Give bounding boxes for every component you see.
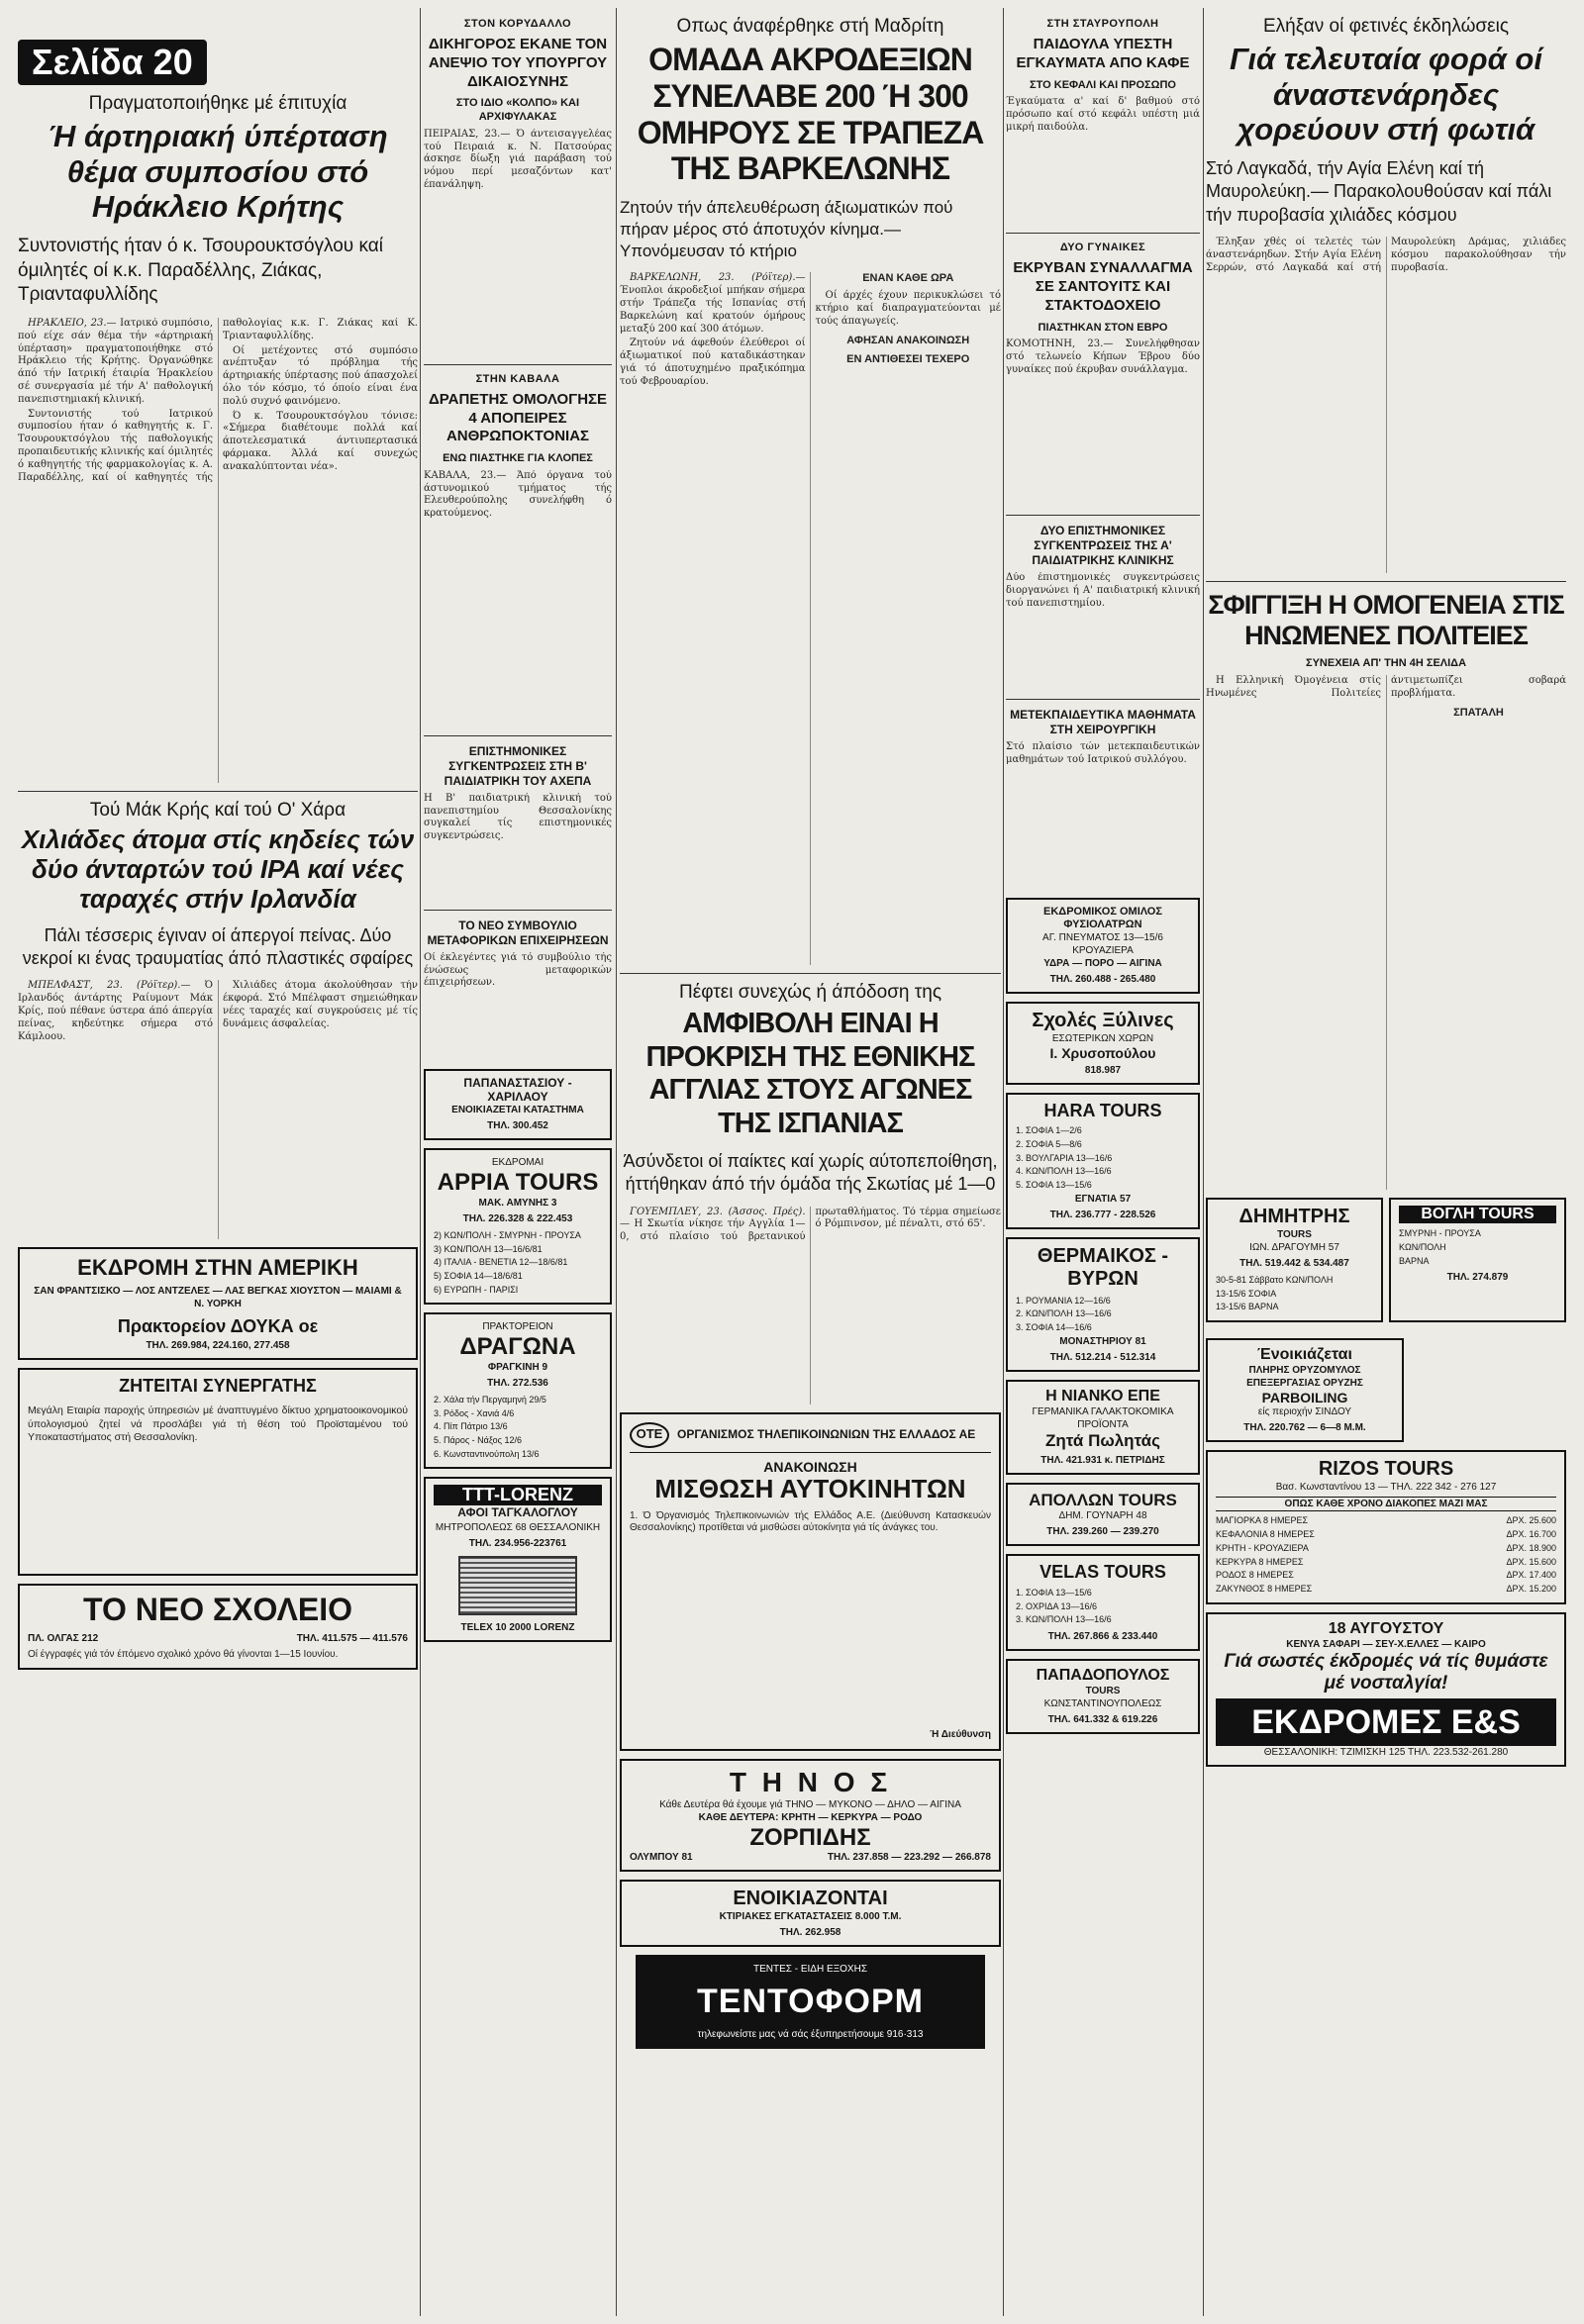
ad-title: APPIA TOURS: [437, 1169, 599, 1197]
ad-text: ΟΠΩΣ ΚΑΘΕ ΧΡΟΝΟ ΔΙΑΚΟΠΕΣ ΜΑΖΙ ΜΑΣ: [1216, 1497, 1556, 1511]
ad-title: RIZOS TOURS: [1318, 1458, 1454, 1481]
ad-appia-tours: [424, 1148, 612, 1305]
ad-subtitle: TOURS: [1085, 1686, 1121, 1697]
ad-phone: ΤΗΛ. 223.532-261.280: [1408, 1746, 1509, 1758]
ad-title: ΑΠΟΛΛΩΝ TOURS: [1029, 1490, 1177, 1509]
article-body: ΚΟΜΟΤΗΝΗ, 23.— Συνελήφθησαν στό τελωνείο Κήπων Έβρου δύο γυναίκες πού έκρυβαν συνάλλαγμα.: [1006, 339, 1200, 375]
ad-agency: ΖΟΡΠΙΔΗΣ: [749, 1823, 871, 1851]
ad-list: [1216, 1274, 1373, 1314]
article-kicker: ΣΤΗΝ ΚΑΒΑΛΑ: [475, 372, 560, 385]
article-headline: ΕΚΡΥΒΑΝ ΣΥΝΑΛΛΑΓΜΑ ΣΕ ΣΑΝΤΟΥΙΤΣ ΚΑΙ ΣΤΑΚΤΟΔΟΧΕΙΟ: [1013, 259, 1193, 314]
article-headline: ΕΠΙΣΤΗΜΟΝΙΚΕΣ ΣΥΓΚΕΝΤΡΩΣΕΙΣ ΣΤΗ Β' ΠΑΙΔΙΑΤΡΙΚΗ ΤΟΥ ΑΧΕΠΑ: [444, 743, 592, 788]
ad-list: [434, 1229, 602, 1297]
list-item: 4) ΙΤΑΛΙΑ - ΒΕΝΕΤΙΑ 12—18/6/81: [434, 1257, 568, 1268]
list-item: 2. Χάλα τήν Περγαμηνή 29/5: [434, 1394, 546, 1404]
article-subhead: ΕΝ ΑΝΤΙΘΕΣΕΙ ΤΕΧΕΡΟ: [846, 353, 970, 366]
column-rule: [616, 8, 617, 2316]
article-subhead: ΑΦΗΣΑΝ ΑΝΑΚΟΙΝΩΣΗ: [846, 334, 970, 346]
ad-text: 1. Ό Όργανισμός Τηλεπικοινωνιών τής Ελλάδος Α.Ε. (Διεύθυνση Κατασκευών Θεσσαλονίκης) προτίθεται νά μισθώσει αύτοκίνητα γιά τίς άνάγκες του.: [630, 1509, 991, 1534]
price-row: ΚΕΦΑΛΟΝΙΑ 8 ΗΜΕΡΕΣ ΔΡΧ. 16.700: [1216, 1529, 1556, 1540]
article-subhead: ΣΤΟ ΚΕΦΑΛΙ ΚΑΙ ΠΡΟΣΩΠΟ: [1030, 78, 1176, 91]
ad-title: ΔΡΑΓΩΝΑ: [459, 1333, 576, 1361]
list-item: 6) ΕΥΡΩΠΗ - ΠΑΡΙΣΙ: [434, 1284, 519, 1295]
list-item: 3. ΒΟΥΛΓΑΡΙΑ 13—16/6: [1016, 1152, 1113, 1163]
ad-list: [1016, 1295, 1190, 1335]
ad-title: ΒΟΓΛΗ TOURS: [1399, 1206, 1556, 1223]
list-item: ΒΑΡΝΑ: [1399, 1255, 1430, 1266]
ad-title: ΤΟ ΝΕΟ ΣΧΟΛΕΙΟ: [82, 1592, 353, 1628]
ad-text: ΥΔΡΑ — ΠΟΡΟ — ΑΙΓΙΝΑ: [1043, 957, 1162, 969]
list-item: 1. ΣΟΦΙΑ 1—2/6: [1016, 1125, 1082, 1136]
ad-apollon-tours: [1006, 1483, 1200, 1547]
paragraph: Έληξαν χθές οί τελετές τών άναστενάρηδων. Στήν Αγία Ελένη Σερρών, στό Λαγκαδά καί στή Μαυρολεύκη Δράμας, χιλιάδες κόσμου παρακολούθησαν τήν πυροβασία.: [1206, 237, 1566, 273]
ad-vogli-tours: [1389, 1198, 1566, 1322]
price-row: ΚΡΗΤΗ - ΚΡΟΥΑΖΙΕΡΑ ΔΡΧ. 18.900: [1216, 1542, 1556, 1553]
ad-title: ΜΙΣΘΩΣΗ ΑΥΤΟΚΙΝΗΤΩΝ: [654, 1473, 966, 1503]
ad-ttt-lorenz: [424, 1477, 612, 1641]
column-rule: [1203, 8, 1204, 2316]
article-headline: ΔΥΟ ΕΠΙΣΤΗΜΟΝΙΚΕΣ ΣΥΓΚΕΝΤΡΩΣΕΙΣ ΤΗΣ Α' ΠΑΙΔΙΑΤΡΙΚΗΣ ΚΛΙΝΙΚΗΣ: [1032, 524, 1174, 568]
column-1: [18, 0, 418, 1678]
ad-address: ΠΛ. ΟΛΓΑΣ 212: [28, 1633, 99, 1645]
ad-title: ΘΕΡΜΑΙΚΟΣ - ΒΥΡΩΝ: [1037, 1244, 1169, 1290]
article-kicker: ΔΥΟ ΓΥΝΑΙΚΕΣ: [1059, 242, 1146, 254]
ad-phone: ΤΗΛ. 262.958: [779, 1927, 842, 1939]
article-deck: Ζητούν τήν άπελευθέρωση άξιωματικών πού πήραν μέρος στό άποτυχόν κίνημα.— Υπονόμευσαν τό κτήριο: [620, 198, 953, 261]
es-logo: ΕΚΔΡΟΜΕΣ E&S: [1216, 1698, 1556, 1746]
ad-text: Μεγάλη Εταιρία παροχής ύπηρεσιών μέ άναπτυγμένο δίκτυο χρηματοοικονομικού ύπολογισμού ζητεί νά προσλάβει γιά τή θέση τού Προϊσταμένου τού Υποκαταστήματος στή Θεσσαλονίκη.: [28, 1404, 408, 1443]
ad-address: ΔΗΜ. ΓΟΥΝΑΡΗ 48: [1058, 1510, 1147, 1522]
article-subhead: ΣΥΝΕΧΕΙΑ ΑΠ' ΤΗΝ 4Η ΣΕΛΙΔΑ: [1305, 657, 1467, 670]
ad-list: [434, 1394, 602, 1461]
list-item: 2. ΟΧΡΙΔΑ 13—16/6: [1016, 1600, 1098, 1611]
ad-america-trip: [18, 1247, 418, 1360]
article-kicker: Οπως άναφέρθηκε στή Μαδρίτη: [676, 16, 944, 37]
ad-brand: PARBOILING: [1261, 1390, 1348, 1406]
paragraph: Ζητούν νά άφεθούν έλεύθεροι οί άξιωματικοί πού καταδικάστηκαν γιά τό άποτυχημένο πραξικόπημα τού Φεβρουαρίου.: [620, 338, 806, 387]
ad-pretitle: ΤΕΝΤΕΣ - ΕΙΔΗ ΕΞΟΧΗΣ: [753, 1964, 867, 1976]
ad-tentoform: [636, 1955, 985, 2048]
ad-phone: ΤΗΛ. 512.214 - 512.314: [1049, 1351, 1156, 1363]
article-deck: Άσύνδετοι οί παίκτες καί χωρίς αύτοπεποίθηση, ήττήθηκαν άπό τήν όμάδα τής Σκωτίας μέ 1—0: [623, 1150, 998, 1195]
ad-text: ΕΣΩΤΕΡΙΚΩΝ ΧΩΡΩΝ: [1051, 1032, 1154, 1044]
ad-telex: TELEX 10 2000 LORENZ: [460, 1621, 575, 1633]
list-item: 3) ΚΩΝ/ΠΟΛΗ 13—16/6/81: [434, 1243, 543, 1254]
ad-title: ΠΑΠΑΝΑΣΤΑΣΙΟΥ - ΧΑΡΙΛΑΟΥ: [463, 1075, 572, 1104]
column-rule: [1003, 8, 1004, 2316]
list-item: 3. ΣΟΦΙΑ 14—16/6: [1016, 1322, 1092, 1333]
ad-ote-announcement: [620, 1412, 1001, 1751]
ad-organization: ΟΡΓΑΝΙΣΜΟΣ ΤΗΛΕΠΙΚΟΙΝΩΝΙΩΝ ΤΗΣ ΕΛΛΑΔΟΣ ΑΕ: [677, 1426, 976, 1441]
ad-rice-mill: [1206, 1338, 1404, 1442]
list-item: 5. Πάρος - Νάξος 12/6: [434, 1435, 523, 1446]
list-item: 4. ΚΩΝ/ΠΟΛΗ 13—16/6: [1016, 1166, 1112, 1177]
price-row: ΡΟΔΟΣ 8 ΗΜΕΡΕΣ ΔΡΧ. 17.400: [1216, 1570, 1556, 1581]
article-headline: ΔΙΚΗΓΟΡΟΣ ΕΚΑΝΕ ΤΟΝ ΑΝΕΨΙΟ ΤΟΥ ΥΠΟΥΡΓΟΥ ΔΙΚΑΙΟΣΥΝΗΣ: [428, 36, 608, 90]
ad-text: ΚΕΝΥΑ ΣΑΦΑΡΙ — ΣΕΥ-Χ.ΕΛΛΕΣ — ΚΑΙΡΟ: [1286, 1639, 1486, 1650]
ad-phone: ΤΗΛ. 237.858 — 223.292 — 266.878: [827, 1852, 991, 1864]
ad-phone: ΤΗΛ. 269.984, 224.160, 277.458: [146, 1340, 290, 1352]
column-2: [424, 0, 612, 1650]
article-kicker: ΣΤΟΝ ΚΟΡΥΔΑΛΛΟ: [463, 18, 572, 30]
ad-phone: ΤΗΛ. 222 342 - 276 127: [1390, 1482, 1497, 1494]
ad-cooperation: [18, 1368, 418, 1576]
price-row: ΚΕΡΚΥΡΑ 8 ΗΜΕΡΕΣ ΔΡΧ. 15.600: [1216, 1556, 1556, 1567]
ad-signature: Ή Διεύθυνση: [930, 1728, 991, 1740]
ad-hara-tours: [1006, 1093, 1200, 1229]
article-deck: Πάλι τέσσερις έγιναν οί άπεργοί πείνας. Δύο νεκροί κι ένας τραυματίας άπό πλαστικές σφαίρες: [22, 924, 414, 969]
list-item: 2. ΣΟΦΙΑ 5—8/6: [1016, 1139, 1082, 1149]
ad-title: Ένοικιάζεται: [1257, 1346, 1352, 1363]
article-kicker: ΣΤΗ ΣΤΑΥΡΟΥΠΟΛΗ: [1046, 18, 1159, 30]
paragraph: Ό κ. Τσουρουκτσόγλου τόνισε: «Σήμερα διαθέτουμε πολλά καί άποτελεσματικά άντιυπερτασικά φάρμακα. Άλλά καί συνεχώς ανακαλύπτονται νέα».: [223, 410, 418, 472]
column-3: [620, 0, 1001, 2057]
dateline: ΜΠΕΛΦΑΣΤ, 23. (Ρόϊτερ).—: [28, 980, 191, 992]
ad-phone: ΤΗΛ. 272.536: [487, 1377, 548, 1389]
ad-phone: ΤΗΛ. 274.879: [1446, 1272, 1509, 1284]
ad-title: ΕΚΔΡΟΜΙΚΟΣ ΟΜΙΛΟΣ ΦΥΣΙΟΛΑΤΡΩΝ: [1043, 906, 1162, 930]
ad-text: είς περιοχήν ΣΙΝΔΟΥ: [1257, 1406, 1352, 1418]
ad-title: ΕΚΔΡΟΜΗ ΣΤΗΝ ΑΜΕΡΙΚΗ: [77, 1255, 358, 1281]
ad-address: ΚΩΝΣΤΑΝΤΙΝΟΥΠΟΛΕΩΣ: [1043, 1698, 1162, 1710]
article-body: ΚΑΒΑΛΑ, 23.— Άπό όργανα τού άστυνομικού τμήματος τής Ελευθερούπολης συνελήφθη ό κρατούμενος.: [424, 469, 612, 520]
ad-phone: ΤΗΛ. 226.328 & 222.453: [462, 1212, 573, 1224]
list-item: 5) ΣΟΦΙΑ 14—18/6/81: [434, 1271, 523, 1281]
ad-text: ΚΑΘΕ ΔΕΥΤΕΡΑ: ΚΡΗΤΗ — ΚΕΡΚΥΡΑ — ΡΟΔΟ: [698, 1811, 923, 1823]
list-item: 1. ΣΟΦΙΑ 13—15/6: [1016, 1587, 1092, 1598]
article-body: [620, 272, 1001, 965]
article-headline: Γιά τελευταία φορά οί άναστενάρηδες χορεύουν στή φωτιά: [1230, 42, 1542, 147]
ad-nianko: [1006, 1380, 1200, 1475]
column-4: [1006, 0, 1200, 1742]
article-headline: ΟΜΑΔΑ ΑΚΡΟΔΕΞΙΩΝ ΣΥΝΕΛΑΒΕ 200 Ή 300 ΟΜΗΡΟΥΣ ΣΕ ΤΡΑΠΕΖΑ ΤΗΣ ΒΑΡΚΕΛΩΝΗΣ: [637, 42, 984, 187]
list-item: 5. ΣΟΦΙΑ 13—15/6: [1016, 1180, 1092, 1191]
price-row: ΖΑΚΥΝΘΟΣ 8 ΗΜΕΡΕΣ ΔΡΧ. 15.200: [1216, 1583, 1556, 1594]
article-subhead: ΣΤΟ ΙΔΙΟ «ΚΟΛΠΟ» ΚΑΙ ΑΡΧΙΦΥΛΑΚΑΣ: [455, 97, 580, 123]
list-item: 1. ΡΟΥΜΑΝΙΑ 12—16/6: [1016, 1295, 1111, 1306]
ad-fysiolatron: [1006, 898, 1200, 993]
page-number: Σελίδα 20: [18, 40, 207, 85]
ad-list: [1016, 1124, 1190, 1192]
ad-address: ΜΟΝΑΣΤΗΡΙΟΥ 81: [1059, 1335, 1146, 1347]
ad-dimitris-tours: [1206, 1198, 1383, 1322]
ad-pretitle: ΠΡΑΚΤΟΡΕΙΟΝ: [482, 1321, 553, 1333]
ad-phone: ΤΗΛ. 300.452: [487, 1120, 548, 1132]
ad-address: ΟΛΥΜΠΟΥ 81: [630, 1852, 693, 1864]
paragraph: Οί μετέχοντες στό συμπόσιο ανέπτυξαν τό πρόβλημα τής άρτηριακής ύπέρτασης πού άπασχολεί όλο τόν κόσμο, τό όποίο είναι ένα πολύ συχνό φαινόμενο.: [223, 344, 418, 407]
ad-text: ΣΑΝ ΦΡΑΝΤΣΙΣΚΟ — ΛΟΣ ΑΝΤΖΕΛΕΣ — ΛΑΣ ΒΕΓΚΑΣ ΧΙΟΥΣΤΟΝ — ΜΑΙΑΜΙ & Ν. ΥΟΡΚΗ: [34, 1285, 402, 1309]
ad-subtitle: ΑΦΟΙ ΤΑΓΚΑΛΟΓΛΟΥ: [457, 1505, 578, 1520]
column-rule: [420, 8, 421, 2316]
ad-rizos-tours: [1206, 1450, 1566, 1603]
article-body: [18, 318, 418, 783]
article-deck: Συντονιστής ήταν ό κ. Τσουρουκτσόγλου καί όμιλητές οί κ.κ. Παραδέλλης, Ζιάκας, Τριανταφυλλίδης: [18, 235, 383, 306]
ad-es-tours: [1206, 1612, 1566, 1767]
ad-phone: 818.987: [1084, 1064, 1122, 1076]
list-item: 3. Ρόδος - Χανιά 4/6: [434, 1407, 515, 1418]
ad-text: ΠΛΗΡΗΣ ΟΡΥΖΟΜΥΛΟΣ ΕΠΕΞΕΡΓΑΣΙΑΣ ΟΡΥΖΗΣ: [1246, 1365, 1363, 1390]
article-body: [1206, 237, 1566, 573]
list-item: 3. ΚΩΝ/ΠΟΛΗ 13—16/6: [1016, 1614, 1112, 1625]
ad-list: [1399, 1227, 1556, 1268]
ad-address-line: Βασ. Κωνσταντίνου 13 — ΤΗΛ. 222 342 - 276 127: [1275, 1482, 1497, 1494]
ad-dragona: [424, 1312, 612, 1469]
list-item: 4. Πίπ Πάτριο 13/6: [434, 1421, 508, 1432]
article-subhead: ΠΙΑΣΤΗΚΑΝ ΣΤΟΝ ΕΒΡΟ: [1038, 321, 1168, 334]
ad-title: ΠΑΠΑΔΟΠΟΥΛΟΣ: [1036, 1667, 1170, 1685]
article-headline: ΑΜΦΙΒΟΛΗ ΕΙΝΑΙ Η ΠΡΟΚΡΙΣΗ ΤΗΣ ΕΘΝΙΚΗΣ ΑΓΓΛΙΑΣ ΣΤΟΥΣ ΑΓΩΝΕΣ ΤΗΣ ΙΣΠΑΝΙΑΣ: [645, 1008, 975, 1139]
ad-phone: ΤΗΛ. 641.332 & 619.226: [1047, 1714, 1158, 1726]
ad-text: Κάθε Δευτέρα θά έχουμε γιά ΤΗΝΟ — ΜΥΚΟΝΟ — ΔΗΛΟ — ΑΙΓΙΝΑ: [659, 1798, 961, 1810]
ad-tinos: [620, 1759, 1001, 1873]
ad-papadopoulos: [1006, 1659, 1200, 1734]
ad-address: ΕΓΝΑΤΙΑ 57: [1074, 1193, 1132, 1205]
ad-rent-store: [424, 1069, 612, 1141]
ad-title: ΖΗΤΕΙΤΑΙ ΣΥΝΕΡΓΑΤΗΣ: [119, 1376, 317, 1397]
ad-phone: ΤΗΛ. 220.762 — 6—8 Μ.Μ.: [1243, 1422, 1366, 1434]
ad-scholes: [1006, 1002, 1200, 1085]
article-body: [620, 1207, 1001, 1404]
article-body: ΠΕΙΡΑΙΑΣ, 23.— Ό άντεισαγγελέας τού Πειραιά κ. Ν. Πατσούρας άσκησε δίωξη γιά παράβαση τού νόμου περί μεσαζόντων κατ' έπανάληψη.: [424, 128, 612, 190]
paragraph: Ό Ιρλανδός άντάρτης Ραίυμοντ Μάκ Κρίς, πού πέθανε ύστερα άπό άπεργία πείνας, κηδεύτηκε σήμερα στό Κάμλοου.: [18, 980, 213, 1042]
ad-row: [1206, 1190, 1566, 1330]
list-item: ΚΩΝ/ΠΟΛΗ: [1399, 1242, 1446, 1253]
ad-phone: ΤΗΛ. 239.260 — 239.270: [1046, 1526, 1159, 1538]
ad-text: ΓΕΡΜΑΝΙΚΑ ΓΑΛΑΚΤΟΚΟΜΙΚΑ ΠΡΟΪΟΝΤΑ: [1032, 1406, 1174, 1431]
paragraph: Η Ελληνική Όμογένεια στίς Ηνωμένες Πολιτείες άντιμετωπίζει σοβαρά προβλήματα.: [1206, 674, 1566, 699]
ad-title: Η ΝΙΑΝΚΟ ΕΠΕ: [1045, 1387, 1160, 1404]
article-body: [1206, 675, 1566, 1190]
paragraph: Ιατρικό συμπόσιο, πού είχε σάν θέμα τήν «άρτηριακή ύπέρταση» πραγματοποιήθηκε στό Ηράκλειο τής Κρήτης. Όργανώθηκε άπό τήν Ιατρική έταιρία Ήρακλείου σέ συνεργασία μέ τήν Α' παθολογική πανεπιστημιακή κλινική.: [18, 317, 214, 405]
article-headline: ΠΑΙΔΟΥΛΑ ΥΠΕΣΤΗ ΕΓΚΑΥΜΑΤΑ ΑΠΟ ΚΑΦΕ: [1016, 36, 1190, 71]
telephone-image: [458, 1556, 577, 1615]
ad-title: TTT-LORENZ: [434, 1485, 602, 1505]
article-subhead: ΕΝΑΝ ΚΑΘΕ ΩΡΑ: [862, 272, 954, 285]
ad-title: ΕΝΟΙΚΙΑΖΟΝΤΑΙ: [733, 1888, 888, 1910]
price-list: [1216, 1514, 1556, 1596]
ad-text: ΚΤΙΡΙΑΚΕΣ ΕΓΚΑΤΑΣΤΑΣΕΙΣ 8.000 Τ.Μ.: [719, 1911, 902, 1923]
ad-list: [1016, 1587, 1190, 1627]
article-headline: Ή άρτηριακή ύπέρταση θέμα συμποσίου στό Ηράκλειο Κρήτης: [48, 119, 388, 225]
ad-title: Σχολές Ξύλινες: [1032, 1009, 1174, 1031]
paragraph: Η Σκωτία νίκησε τήν Αγγλία 1—0, στό πλαίσιο τού βρετανικού πρωταθλήματος. Τό τέρμα σημείωσε ό Ρόμπινσον, μέ πέναλτι, στό 65'.: [620, 1206, 1001, 1243]
ad-address: ΦΡΑΓΚΙΝΗ 9: [487, 1361, 548, 1373]
ad-slogan: Γιά σωστές έκδρομές νά τίς θυμάστε μέ νοσταλγία!: [1224, 1651, 1548, 1694]
article-headline: ΣΦΙΓΓΙΞΗ Η ΟΜΟΓΕΝΕΙΑ ΣΤΙΣ ΗΝΩΜΕΝΕΣ ΠΟΛΙΤΕΙΕΣ: [1208, 590, 1564, 651]
ad-thermaikos: [1006, 1237, 1200, 1372]
list-item: 13-15/6 ΣΟΦΙΑ: [1216, 1288, 1277, 1299]
ad-velas-tours: [1006, 1554, 1200, 1651]
list-item: 2. ΚΩΝ/ΠΟΛΗ 13—16/6: [1016, 1308, 1112, 1319]
article-body: Οί έκλεγέντες γιά τό συμβούλιο τής ένώσεως μεταφορικών έπιχειρήσεων.: [424, 951, 612, 989]
paragraph: Ένοπλοι άκροδεξιοί μπήκαν σήμερα στήν Τράπεζα τής Ισπανίας στή Βαρκελώνη καί κρατούν όμήρους μεταξύ 200 καί 300 άτόμων.: [620, 285, 806, 335]
dateline: ΗΡΑΚΛΕΙΟ, 23.—: [28, 317, 117, 329]
ad-text: Οί έγγραφές γιά τόν έπόμενο σχολικό χρόνο θά γίνονται 1—15 Ιουνίου.: [28, 1649, 339, 1661]
article-kicker: Πραγματοποιήθηκε μέ έπιτυχία: [88, 93, 347, 114]
ad-phone: ΤΗΛ. 260.488 - 265.480: [1049, 973, 1156, 985]
list-item: ΣΜΥΡΝΗ - ΠΡΟΥΣΑ: [1399, 1228, 1481, 1239]
ad-phone: ΤΗΛ. 234.956-223761: [468, 1537, 567, 1549]
dateline: ΒΑΡΚΕΛΩΝΗ, 23. (Ρόϊτερ).—: [630, 272, 806, 284]
ad-address: ΙΩΝ. ΔΡΑΓΟΥΜΗ 57: [1249, 1241, 1339, 1253]
dateline: ΓΟΥΕΜΠΛΕΫ, 23. (Άσσος. Πρές).—: [620, 1206, 806, 1230]
ad-text: ΕΝΟΙΚΙΑΖΕΤΑΙ ΚΑΤΑΣΤΗΜΑ: [451, 1105, 584, 1116]
article-kicker: Πέφτει συνεχώς ή άπόδοση της: [679, 982, 941, 1004]
ad-title: Τ Η Ν Ο Σ: [729, 1766, 892, 1797]
ad-address-line: [1216, 1746, 1556, 1759]
paragraph: Συντονιστής τού Ιατρικού συμποσίου ήταν ό καθηγητής κ. Γ. Τσουρουκτσόγλου τής παθολογικής προπαιδευτικής κλινικής καί όμιλητές ό καθηγητής τής φαρμακολογίας κ. Α. Παραδέλλης, καί οί καθηγητές τής παθολογίας κ.κ. Γ. Ζιάκας καί Κ. Τριανταφυλλίδης.: [18, 317, 418, 483]
ad-address: Βασ. Κωνσταντίνου 13: [1275, 1482, 1376, 1494]
paragraph: Οί άρχές έχουν περικυκλώσει τό κτήριο καί διαπραγματεύονται μέ τούς άπαγωγείς.: [815, 290, 1001, 327]
article-body: [18, 980, 418, 1239]
ad-title: HARA TOURS: [1043, 1100, 1162, 1120]
article-kicker: Τού Μάκ Κρής καί τού Ο' Χάρα: [89, 799, 346, 821]
ad-title: ΔΗΜΗΤΡΗΣ: [1238, 1205, 1350, 1227]
column-5: [1206, 0, 1566, 1775]
ad-date: 18 ΑΥΓΟΥΣΤΟΥ: [1328, 1619, 1444, 1637]
ad-title: VELAS TOURS: [1040, 1562, 1166, 1583]
ad-phone: ΤΗΛ. 519.442 & 534.487: [1239, 1257, 1349, 1269]
ad-text: τηλεφωνείστε μας νά σάς έξυπηρετήσουμε 916·313: [697, 2028, 924, 2040]
ad-agency: Πρακτορείον ΔΟΥΚΑ οε: [117, 1315, 319, 1336]
article-headline: ΔΡΑΠΕΤΗΣ ΟΜΟΛΟΓΗΣΕ 4 ΑΠΟΠΕΙΡΕΣ ΑΝΘΡΩΠΟΚΤΟΝΙΑΣ: [428, 390, 608, 445]
ote-logo: ΟΤΕ: [630, 1422, 669, 1448]
ad-title: ΤΕΝΤΟΦΟΡΜ: [645, 1976, 975, 2027]
ad-address: ΜΗΤΡΟΠΟΛΕΩΣ 68 ΘΕΣΣΑΛΟΝΙΚΗ: [435, 1521, 601, 1533]
ad-address: ΘΕΣΣΑΛΟΝΙΚΗ: ΤΖΙΜΙΣΚΗ 125: [1263, 1746, 1406, 1758]
price-row: ΜΑΓΙΟΡΚΑ 8 ΗΜΕΡΕΣ ΔΡΧ. 25.600: [1216, 1515, 1556, 1526]
article-headline: ΜΕΤΕΚΠΑΙΔΕΥΤΙΚΑ ΜΑΘΗΜΑΤΑ ΣΤΗ ΧΕΙΡΟΥΡΓΙΚΗ: [1010, 708, 1196, 737]
ad-pretitle: ΑΝΑΚΟΙΝΩΣΗ: [763, 1458, 857, 1475]
article-body: Στό πλαίσιο τών μετεκπαιδευτικών μαθημάτων τού Ιατρικού συλλόγου.: [1006, 741, 1200, 766]
ad-school: [18, 1584, 418, 1670]
article-subhead: ΣΠΑΤΑΛΗ: [1453, 706, 1504, 719]
ad-phone: ΤΗΛ. 267.866 & 233.440: [1047, 1631, 1158, 1643]
list-item: 13-15/6 ΒΑΡΝΑ: [1216, 1302, 1279, 1312]
article-body: Έγκαύματα α' καί δ' βαθμού στό πρόσωπο καί στό κεφάλι υπέστη μιά μικρή παιδούλα.: [1006, 96, 1200, 133]
list-item: 30-5-81 Σάββατο ΚΩΝ/ΠΟΛΗ: [1216, 1274, 1334, 1285]
list-item: 2) ΚΩΝ/ΠΟΛΗ - ΣΜΥΡΝΗ - ΠΡΟΥΣΑ: [434, 1229, 581, 1240]
ad-text: ΑΓ. ΠΝΕΥΜΑΤΟΣ 13—15/6 ΚΡΟΥΑΖΙΕΡΑ: [1042, 931, 1163, 956]
paragraph: Χιλιάδες άτομα άκολούθησαν τήν έκφορά. Στό Μπέλφαστ σημειώθηκαν νέες ταραχές καί συγκρούσεις μέ τίς δυνάμεις άσφαλείας.: [223, 980, 418, 1029]
ad-phone: ΤΗΛ. 236.777 - 228.526: [1049, 1209, 1156, 1220]
ad-callout: Ζητά Πωλητάς: [1045, 1431, 1160, 1451]
ad-rent-buildings: [620, 1880, 1001, 1947]
article-body: Δύο έπιστημονικές συγκεντρώσεις διοργανώνει ή Α' παιδιατρική κλινική τού πανεπιστημίου.: [1006, 572, 1200, 609]
list-item: 6. Κωνσταντινούπολη 13/6: [434, 1448, 540, 1459]
ad-agency: Ι. Χρυσοπούλου: [1049, 1044, 1156, 1061]
article-deck: Στό Λαγκαδά, τήν Αγία Ελένη καί τή Μαυρολεύκη.— Παρακολουθούσαν καί πάλι τήν πυροβασία χιλιάδες κόσμου: [1206, 157, 1552, 225]
ad-phone: ΤΗΛ. 411.575 — 411.576: [296, 1633, 408, 1645]
ad-subtitle: TOURS: [1277, 1228, 1312, 1240]
ad-address: ΜΑΚ. ΑΜΥΝΗΣ 3: [478, 1197, 557, 1209]
ad-pretitle: ΕΚΔΡΟΜΑΙ: [491, 1157, 544, 1169]
article-headline: ΤΟ ΝΕΟ ΣΥΜΒΟΥΛΙΟ ΜΕΤΑΦΟΡΙΚΩΝ ΕΠΙΧΕΙΡΗΣΕΩΝ: [427, 918, 609, 947]
article-headline: Χιλιάδες άτομα στίς κηδείες τών δύο άνταρτών τού ΙΡΑ καί νέες ταραχές στήν Ιρλανδία: [21, 823, 415, 914]
article-subhead: ΕΝΩ ΠΙΑΣΤΗΚΕ ΓΙΑ ΚΛΟΠΕΣ: [443, 452, 593, 464]
article-body: Η Β' παιδιατρική κλινική τού πανεπιστημίου Θεσσαλονίκης συγκαλεί τίς επιστημονικές συγκεντρώσεις.: [424, 792, 612, 842]
article-kicker: Ελήξαν οί φετινές έκδηλώσεις: [1263, 16, 1509, 37]
ad-phone: ΤΗΛ. 421.931 κ. ΠΕΤΡΙΔΗΣ: [1040, 1454, 1165, 1466]
